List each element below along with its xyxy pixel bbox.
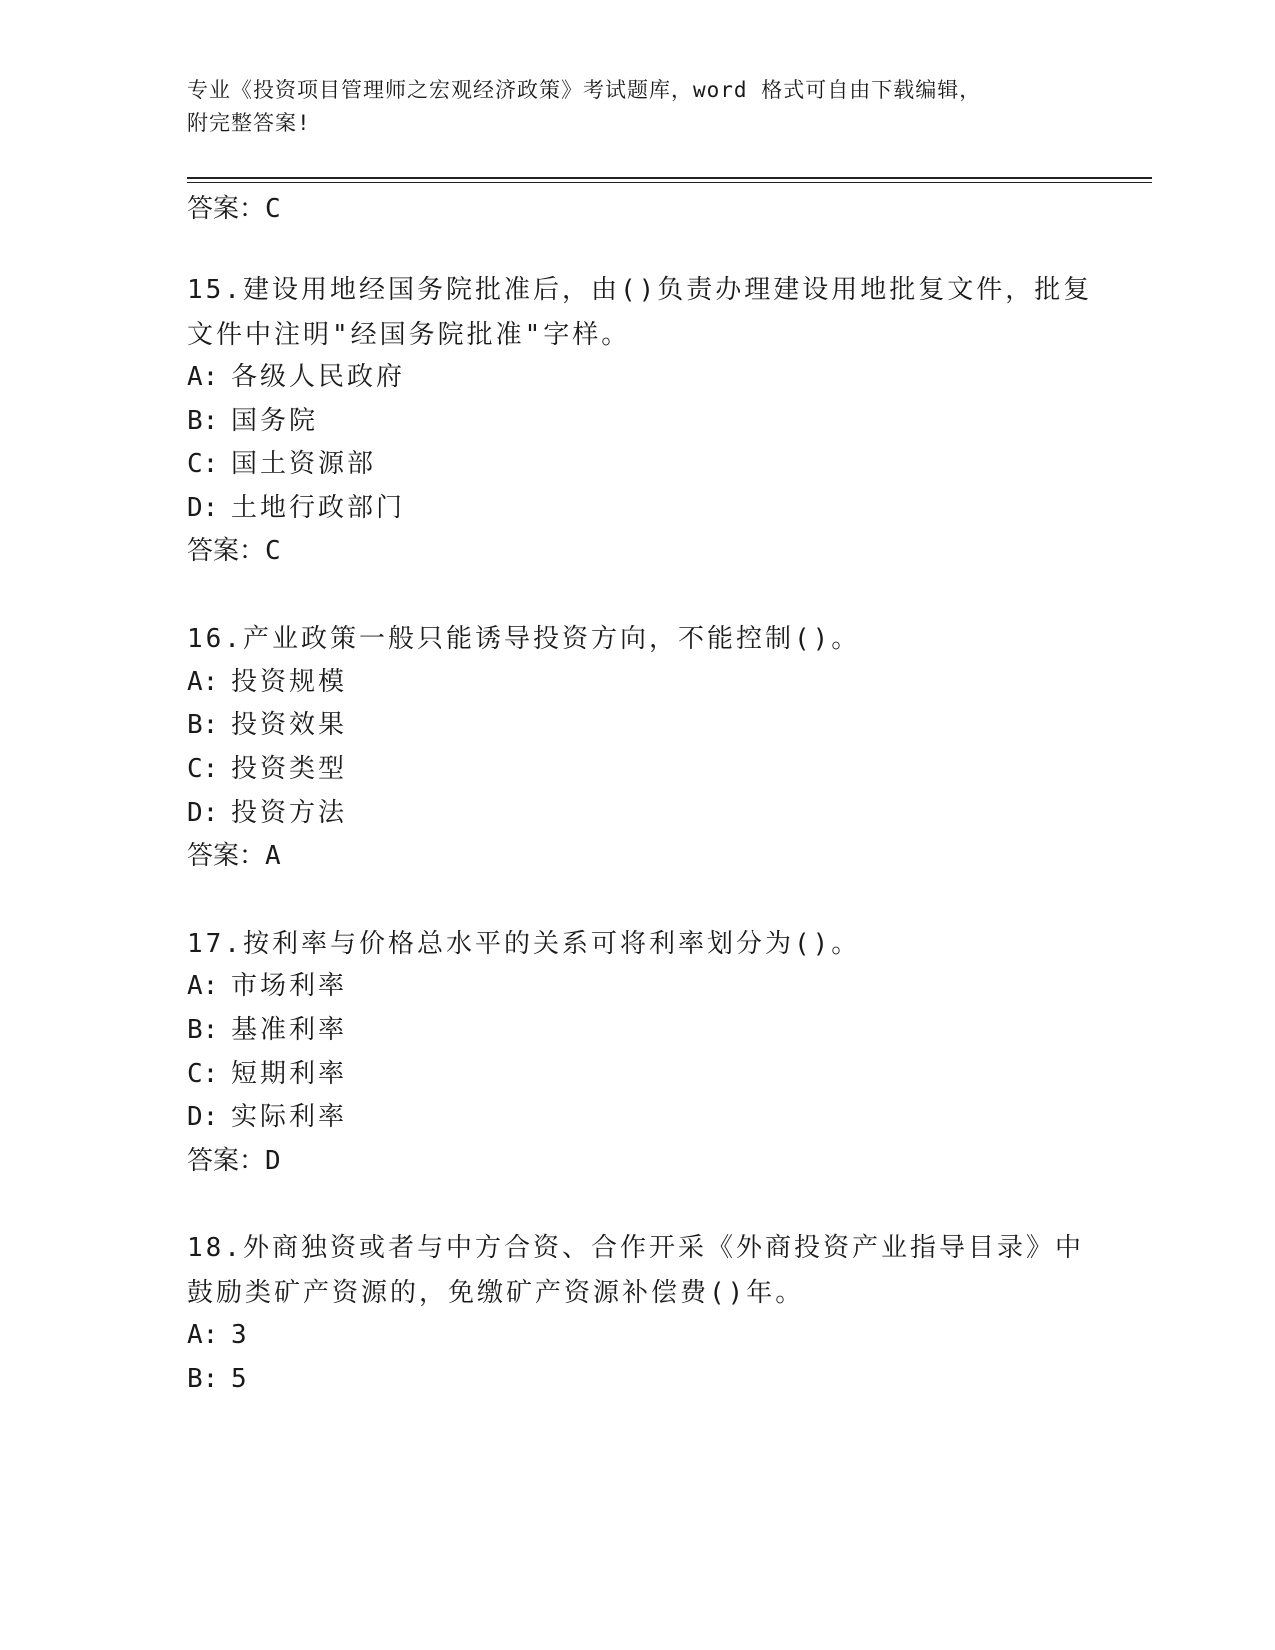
header-divider xyxy=(187,177,1152,183)
option-text: 土地行政部门 xyxy=(231,493,406,523)
option-b xyxy=(187,1014,347,1046)
answer-value: D xyxy=(265,1146,281,1176)
question-text-line-1: 按利率与价格总水平的关系可将利率划分为()。 xyxy=(242,929,861,959)
answer-value: C xyxy=(265,194,281,224)
option-key: A: xyxy=(187,971,219,1001)
option-key: C: xyxy=(187,754,219,784)
option-key: A: xyxy=(187,1320,219,1350)
option-c xyxy=(187,753,347,785)
option-c xyxy=(187,1058,347,1090)
option-text: 市场利率 xyxy=(231,971,348,1001)
answer-value: A xyxy=(265,841,281,871)
option-key: C: xyxy=(187,449,219,479)
option-text: 投资规模 xyxy=(231,667,348,697)
option-text: 各级人民政府 xyxy=(231,362,406,392)
option-text: 投资方法 xyxy=(231,798,348,828)
answer-label: 答案： xyxy=(187,536,266,566)
option-d xyxy=(187,1101,347,1133)
question-15 xyxy=(187,268,1117,358)
option-a xyxy=(187,361,405,393)
option-key: C: xyxy=(187,1059,219,1089)
option-a xyxy=(187,1319,250,1351)
option-text: 基准利率 xyxy=(231,1015,348,1045)
question-number: 18. xyxy=(187,1233,243,1263)
option-key: B: xyxy=(187,406,219,436)
option-d xyxy=(187,797,347,829)
answer-line xyxy=(187,535,281,567)
question-text-line-2: 文件中注明"经国务院批准"字样。 xyxy=(187,320,631,350)
option-b xyxy=(187,405,318,437)
question-text-line-1: 产业政策一般只能诱导投资方向，不能控制()。 xyxy=(242,624,861,654)
question-text-line-1: 外商独资或者与中方合资、合作开采《外商投资产业指导目录》中 xyxy=(242,1233,1084,1263)
question-text-line-1: 建设用地经国务院批准后，由()负责办理建设用地批复文件，批复 xyxy=(242,275,1093,305)
answer-line xyxy=(187,193,281,225)
answer-value: C xyxy=(265,536,281,566)
option-key: D: xyxy=(187,798,219,828)
question-number: 17. xyxy=(187,929,243,959)
question-17 xyxy=(187,922,1117,967)
option-b xyxy=(187,709,347,741)
option-c xyxy=(187,448,376,480)
header-line-2: 附完整答案! xyxy=(187,111,311,135)
answer-line xyxy=(187,1145,281,1177)
header-line-1: 专业《投资项目管理师之宏观经济政策》考试题库，word 格式可自由下载编辑， xyxy=(187,78,982,102)
option-key: B: xyxy=(187,710,219,740)
answer-label: 答案： xyxy=(187,1146,266,1176)
question-16 xyxy=(187,617,1117,662)
option-text: 3 xyxy=(231,1320,250,1350)
option-key: B: xyxy=(187,1364,219,1394)
option-key: A: xyxy=(187,362,219,392)
option-text: 短期利率 xyxy=(231,1059,348,1089)
option-key: A: xyxy=(187,667,219,697)
answer-line xyxy=(187,840,281,872)
question-18 xyxy=(187,1226,1117,1316)
question-number: 16. xyxy=(187,624,243,654)
option-key: D: xyxy=(187,493,219,523)
question-number: 15. xyxy=(187,275,243,305)
option-b xyxy=(187,1363,250,1395)
option-text: 国土资源部 xyxy=(231,449,377,479)
option-d xyxy=(187,492,405,524)
option-a xyxy=(187,666,347,698)
answer-label: 答案： xyxy=(187,841,266,871)
document-header xyxy=(187,74,1087,140)
option-a xyxy=(187,970,347,1002)
option-text: 投资效果 xyxy=(231,710,348,740)
option-text: 国务院 xyxy=(231,406,319,436)
option-text: 5 xyxy=(231,1364,250,1394)
option-text: 投资类型 xyxy=(231,754,348,784)
option-key: D: xyxy=(187,1102,219,1132)
option-key: B: xyxy=(187,1015,219,1045)
question-text-line-2: 鼓励类矿产资源的，免缴矿产资源补偿费()年。 xyxy=(187,1278,805,1308)
answer-label: 答案： xyxy=(187,194,266,224)
option-text: 实际利率 xyxy=(231,1102,348,1132)
